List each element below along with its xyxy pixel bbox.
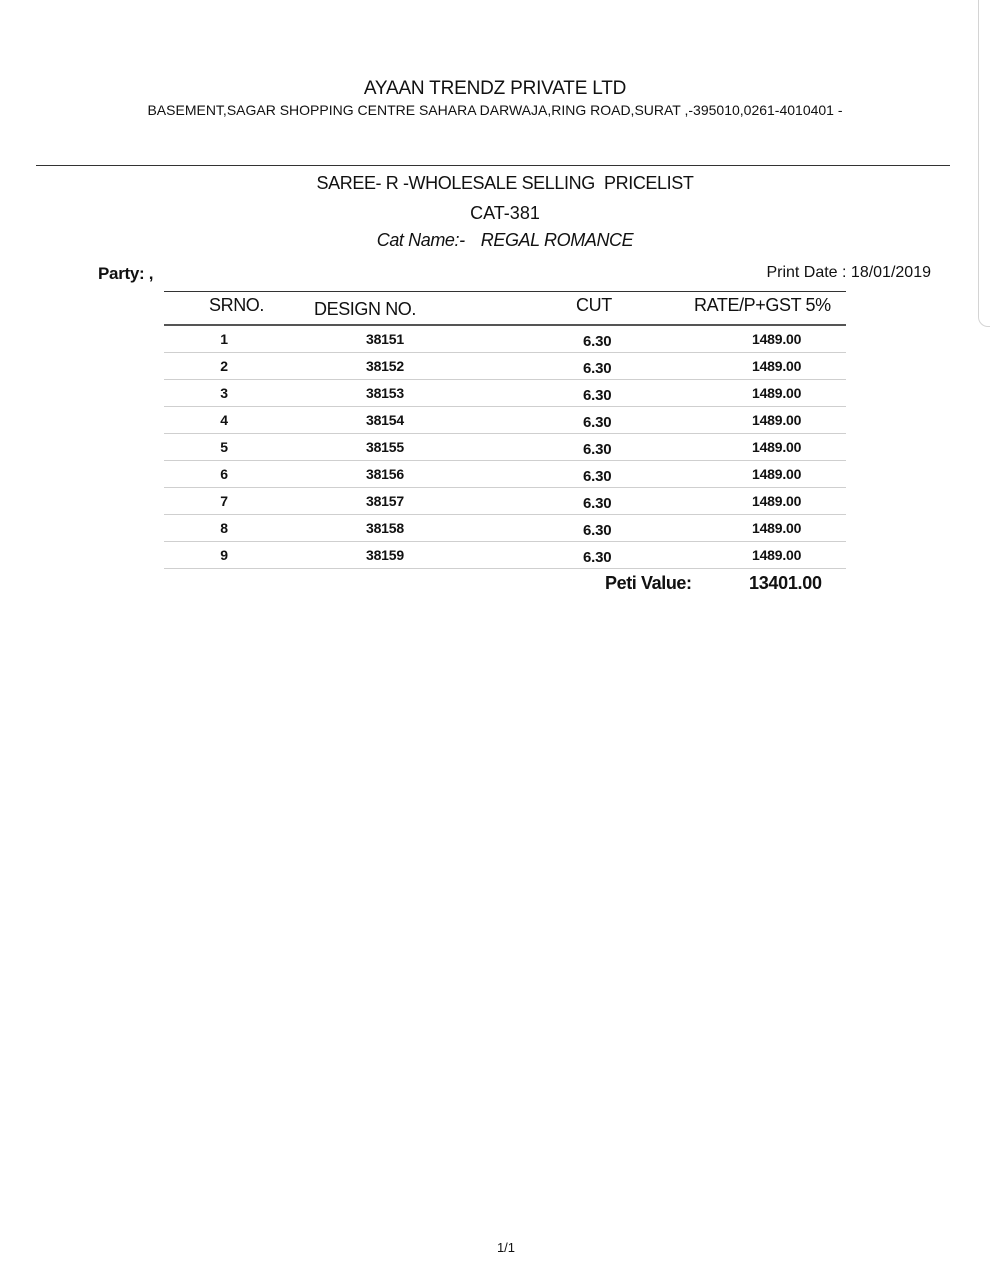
cell-cut: 6.30 (583, 360, 612, 377)
print-date: Print Date : 18/01/2019 (766, 264, 931, 281)
cell-rate: 1489.00 (752, 466, 802, 482)
peti-value-label: Peti Value: (605, 573, 692, 593)
cell-rate: 1489.00 (752, 385, 802, 401)
company-address: BASEMENT,SAGAR SHOPPING CENTRE SAHARA DARWAJA,RING ROAD,SURAT ,-395010,0261-4010401 - (147, 102, 843, 118)
cell-design-no: 38154 (366, 412, 404, 428)
table-row (164, 488, 846, 515)
catalog-name-label: Cat Name:- (376, 230, 465, 250)
header-srno: SRNO. (209, 295, 265, 315)
header-divider (36, 165, 950, 166)
cell-rate: 1489.00 (752, 439, 802, 455)
cell-srno: 6 (220, 466, 228, 482)
table-row (164, 434, 846, 461)
cell-srno: 5 (220, 439, 228, 455)
peti-value: 13401.00 (749, 573, 822, 593)
cell-srno: 9 (220, 547, 228, 563)
cell-rate: 1489.00 (752, 520, 802, 536)
table-header (164, 291, 846, 326)
scrollbar[interactable] (978, 0, 990, 327)
cell-cut: 6.30 (583, 495, 612, 512)
cell-design-no: 38153 (366, 385, 404, 401)
cell-design-no: 38155 (366, 439, 404, 455)
cell-design-no: 38151 (366, 331, 404, 347)
document-title: SAREE- R -WHOLESALE SELLING PRICELIST (316, 173, 694, 193)
cell-design-no: 38159 (366, 547, 404, 563)
cell-srno: 7 (220, 493, 228, 509)
table-row (164, 326, 846, 353)
catalog-name-line (0, 230, 990, 251)
cell-cut: 6.30 (583, 441, 612, 458)
table-row (164, 542, 846, 569)
header-rate: RATE/P+GST 5% (694, 295, 831, 315)
pricelist-table (164, 291, 846, 569)
cell-cut: 6.30 (583, 468, 612, 485)
cell-cut: 6.30 (583, 414, 612, 431)
cell-design-no: 38156 (366, 466, 404, 482)
table-row (164, 515, 846, 542)
cell-rate: 1489.00 (752, 358, 802, 374)
cell-rate: 1489.00 (752, 493, 802, 509)
cell-cut: 6.30 (583, 387, 612, 404)
cell-design-no: 38158 (366, 520, 404, 536)
cell-srno: 8 (220, 520, 228, 536)
cell-cut: 6.30 (583, 522, 612, 539)
table-row (164, 353, 846, 380)
cell-cut: 6.30 (583, 333, 612, 350)
party-label: Party: , (98, 264, 154, 283)
page-number: 1/1 (496, 1240, 516, 1255)
company-name: AYAAN TRENDZ PRIVATE LTD (363, 78, 627, 99)
table-row (164, 461, 846, 488)
cell-cut: 6.30 (583, 549, 612, 566)
cell-srno: 1 (220, 331, 228, 347)
cell-srno: 3 (220, 385, 228, 401)
table-row (164, 380, 846, 407)
cell-rate: 1489.00 (752, 547, 802, 563)
catalog-name: REGAL ROMANCE (480, 230, 634, 250)
table-row (164, 407, 846, 434)
header-cut: CUT (576, 295, 612, 315)
cell-rate: 1489.00 (752, 331, 802, 347)
cell-design-no: 38157 (366, 493, 404, 509)
catalog-code: CAT-381 (470, 203, 540, 223)
header-design-no: DESIGN NO. (314, 299, 417, 319)
cell-rate: 1489.00 (752, 412, 802, 428)
cell-srno: 2 (220, 358, 228, 374)
cell-design-no: 38152 (366, 358, 404, 374)
cell-srno: 4 (220, 412, 228, 428)
